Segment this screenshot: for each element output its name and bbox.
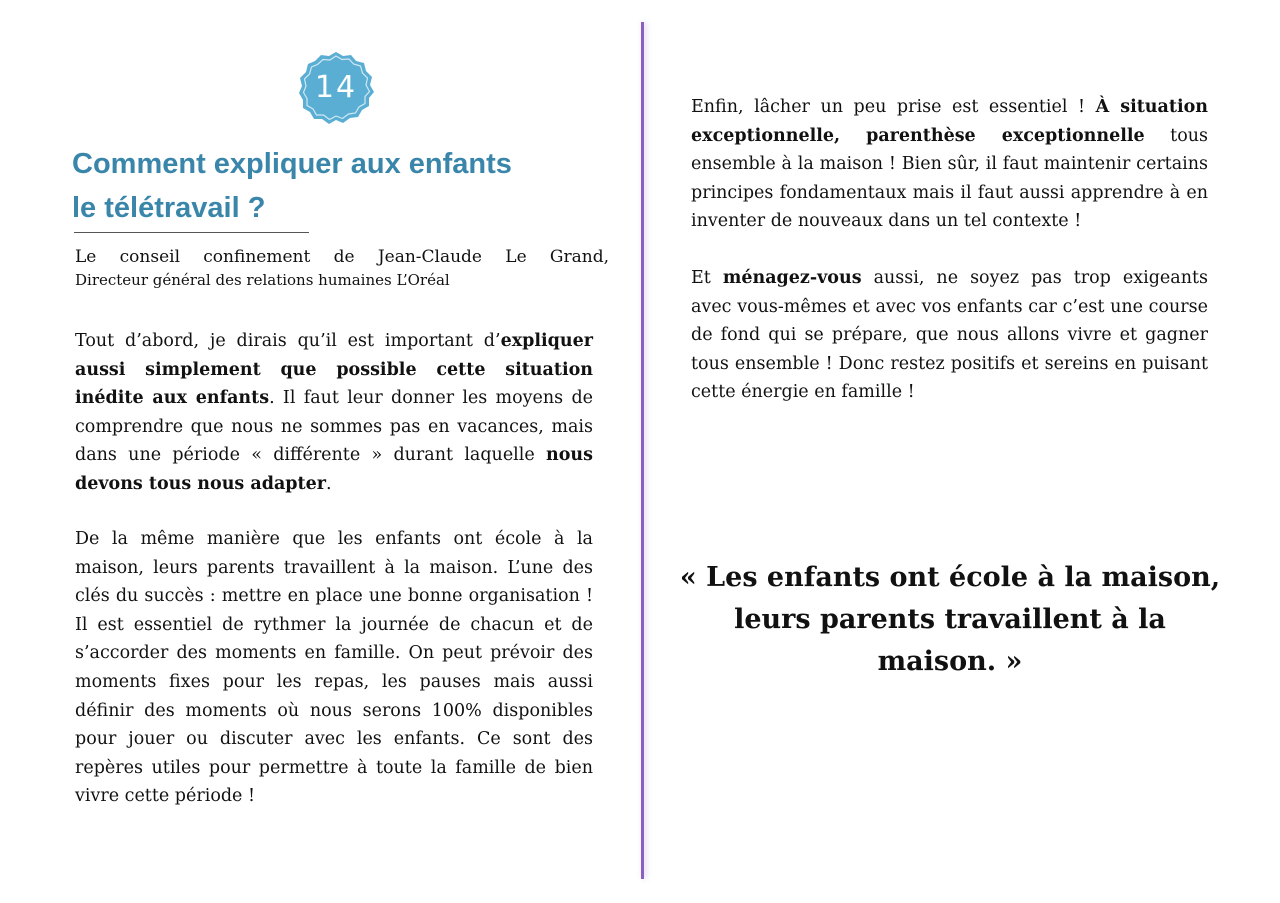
text-run: Enfin, lâcher un peu prise est essentiel ! [691,97,1096,117]
left-paragraph-1 [75,327,593,499]
title-underline [74,232,309,233]
right-paragraph-1 [691,93,1208,236]
subtitle-block [75,245,609,291]
text-run: Tout d’abord, je dirais qu’il est important d’ [75,331,501,351]
title-line-2: le télétravail ? [72,192,266,224]
bold-text-run: ménagez-vous [722,268,862,288]
bold-text-run: nous devons tous nous adapter [75,445,593,494]
column-divider [641,22,644,879]
text-run: tous ensemble à la maison ! Bien sûr, il faut maintenir certains principes fondamentaux mais il faut aussi apprendre à en inventer de nouveaux dans un tel contexte ! [691,125,1208,232]
page-title [72,142,612,230]
title-line-1: Comment expliquer aux enfants [72,148,512,180]
left-paragraph-2: De la même manière que les enfants ont école à la maison, leurs parents travaillent à la maison. L’une des clés du succès : mettre en place une bonne organisation ! Il est essentiel de rythmer la journée de chacun et de s’accorder des moments en famille. On peut prévoir des moments fixes pour les repas, les pauses mais aussi définir des moments où nous serons 100% disponibles pour jouer ou discuter avec les enfants. Ce sont des repères utiles pour permettre à toute la famille de bien vivre cette période ! [75,529,593,807]
subtitle-role-line: Directeur général des relations humaines L’Oréal [75,271,450,289]
pull-quote: « Les enfants ont école à la maison, leurs parents travaillent à la maison. » [679,562,1221,677]
page-number: 14 [314,70,358,105]
subtitle-advice-line: Le conseil confinement de Jean-Claude Le Grand, [75,247,609,267]
bold-text-run: expliquer aussi simplement que possible cette situation inédite aux enfants [75,331,593,409]
bold-text-run: À situation exceptionnelle, parenthèse exceptionnelle [691,97,1208,146]
page-number-badge [298,50,374,126]
text-run: aussi, ne soyez pas trop exigeants avec vous-mêmes et avec vos enfants car c’est une course de fond qui se prépare, que nous allons vivre et gagner tous ensemble ! Donc restez positifs et sereins en puisant cette énergie en famille ! [691,268,1208,403]
text-run: . [325,473,332,494]
right-paragraph-2 [691,264,1208,407]
text-run: Et [691,268,723,288]
text-run: . Il faut leur donner les moyens de comprendre que nous ne sommes pas en vacances, mais dans une période « différente » durant laquelle [75,388,593,466]
